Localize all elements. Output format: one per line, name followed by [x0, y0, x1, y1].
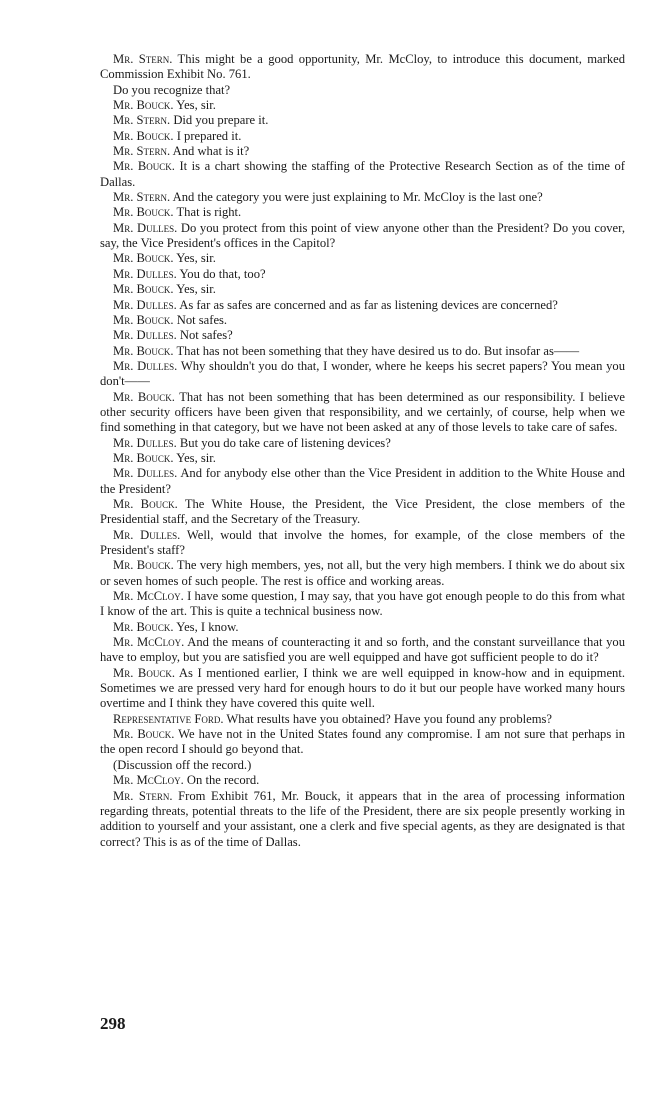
speaker-name: Mr. McCloy.: [113, 773, 184, 788]
speaker-name: Mr. Stern.: [113, 52, 173, 66]
testimony-paragraph: [100, 129, 625, 144]
testimony-paragraph: [100, 589, 625, 620]
speaker-name: Mr. Bouck.: [113, 665, 175, 680]
testimony-paragraph: [100, 712, 625, 727]
paragraph-text: This might be a good opportunity, Mr. McCloy, to introduce this document, marked Commission Exhibit No. 761.: [100, 52, 625, 82]
speaker-name: Mr. Dulles.: [113, 435, 177, 450]
speaker-name: Mr. Bouck.: [113, 558, 174, 573]
paragraph-text: From Exhibit 761, Mr. Bouck, it appears that in the area of processing information regarding threats, potential threats to the life of the President, there are six people presently working in addition to yourself and your assistant, one a clerk and five special agents, as they are designated is that correct? This is as of the time of Dallas.: [100, 788, 625, 849]
paragraph-text: The very high members, yes, not all, but the very high members. I think we do about six or seven homes of such people. The rest is office and working areas.: [100, 558, 625, 588]
testimony-paragraph: [100, 98, 625, 113]
speaker-name: Mr. Stern.: [113, 190, 171, 205]
paragraph-text: That has not been something that they have desired us to do. But insofar as——: [176, 343, 580, 358]
testimony-paragraph: [100, 190, 625, 205]
paragraph-text: Did you prepare it.: [173, 113, 269, 128]
testimony-paragraph: [100, 789, 625, 850]
speaker-name: Mr. Bouck.: [113, 496, 178, 511]
speaker-name: Mr. Dulles.: [113, 266, 177, 281]
speaker-name: Mr. McCloy.: [113, 635, 185, 650]
speaker-name: Mr. Bouck.: [113, 205, 174, 220]
speaker-name: Mr. Bouck.: [113, 282, 174, 297]
testimony-paragraph: [100, 466, 625, 497]
paragraph-text: What results have you obtained? Have you found any problems?: [226, 711, 552, 726]
speaker-name: Mr. Dulles.: [113, 466, 178, 481]
testimony-paragraph: [100, 727, 625, 758]
speaker-name: Mr. McCloy.: [113, 589, 184, 604]
paragraph-text: The White House, the President, the Vice President, the close members of the Presidential staff, and the Secretary of the Treasury.: [100, 496, 625, 527]
testimony-text: [100, 52, 625, 850]
paragraph-text: I have some question, I may say, that you have got enough people to do this from what I know of the art. This is quite a technical business now.: [100, 589, 626, 619]
paragraph-text: Yes, sir.: [176, 251, 216, 266]
paragraph-text: And the category you were just explaining to Mr. McCloy is the last one?: [172, 190, 543, 205]
testimony-paragraph: [100, 635, 625, 666]
testimony-paragraph: [100, 267, 625, 282]
speaker-name: Mr. Bouck.: [113, 343, 174, 358]
paragraph-text: Do you recognize that?: [113, 82, 231, 97]
paragraph-text: Yes, I know.: [176, 619, 239, 634]
speaker-name: Mr. Dulles.: [113, 297, 177, 312]
paragraph-text: I prepared it.: [176, 128, 242, 143]
paragraph-text: As I mentioned earlier, I think we are well equipped in know-how and in equipment. Sometimes we are pressed very hard for enough hours to do it but our people have worked many hours overtime and I think they have covered this quite well.: [100, 665, 625, 711]
testimony-paragraph: [100, 359, 625, 390]
paragraph-text: On the record.: [186, 773, 260, 788]
paragraph-text: Yes, sir.: [176, 282, 216, 297]
paragraph-text: Not safes.: [176, 312, 228, 327]
speaker-name: Mr. Bouck.: [113, 159, 175, 174]
testimony-paragraph: [100, 52, 625, 83]
paragraph-text: And what is it?: [172, 144, 250, 159]
paragraph-text: And the means of counteracting it and so forth, and the constant surveillance that you have to employ, but you are satisfied you are well equipped and have got sufficient people to do it?: [100, 635, 625, 665]
speaker-name: Mr. Bouck.: [113, 251, 174, 266]
testimony-paragraph: [100, 620, 625, 635]
testimony-paragraph: [100, 666, 625, 712]
testimony-paragraph: [100, 113, 625, 128]
testimony-paragraph: [100, 528, 625, 559]
speaker-name: Mr. Dulles.: [113, 358, 178, 373]
testimony-paragraph: [100, 144, 625, 159]
paragraph-text: But you do take care of listening devices?: [179, 435, 391, 450]
speaker-name: Mr. Stern.: [113, 788, 173, 803]
speaker-name: Mr. Stern.: [113, 113, 171, 128]
testimony-paragraph: [100, 251, 625, 266]
speaker-name: Mr. Bouck.: [113, 98, 174, 113]
paragraph-text: (Discussion off the record.): [113, 757, 252, 772]
page-number: 298: [100, 1014, 126, 1033]
testimony-paragraph: [100, 298, 625, 313]
speaker-name: Mr. Dulles.: [113, 527, 181, 542]
paragraph-text: That is right.: [176, 205, 242, 220]
testimony-paragraph: [100, 159, 625, 190]
speaker-name: Mr. Bouck.: [113, 450, 174, 465]
testimony-paragraph: [100, 328, 625, 343]
paragraph-text: It is a chart showing the staffing of the Protective Research Section as of the time of Dallas.: [100, 159, 625, 189]
speaker-name: Mr. Dulles.: [113, 328, 177, 343]
paragraph-text: Why shouldn't you do that, I wonder, where he keeps his secret papers? You mean you don't——: [100, 358, 626, 389]
testimony-paragraph: [100, 313, 625, 328]
paragraph-text: Yes, sir.: [176, 450, 216, 465]
speaker-name: Mr. Bouck.: [113, 727, 175, 742]
paragraph-text: Yes, sir.: [176, 98, 216, 113]
testimony-paragraph: [100, 83, 625, 98]
paragraph-text: Well, would that involve the homes, for example, of the close members of the President's staff?: [100, 527, 626, 557]
testimony-paragraph: [100, 390, 625, 436]
paragraph-text: You do that, too?: [179, 266, 266, 281]
testimony-paragraph: [100, 558, 625, 589]
speaker-name: Mr. Bouck.: [113, 389, 175, 404]
speaker-name: Representative Ford.: [113, 711, 224, 726]
paragraph-text: Not safes?: [179, 328, 233, 343]
speaker-name: Mr. Bouck.: [113, 128, 174, 143]
speaker-name: Mr. Dulles.: [113, 220, 178, 235]
speaker-name: Mr. Bouck.: [113, 619, 174, 634]
paragraph-text: That has not been something that has been determined as our responsibility. I believe other security officers have been given that responsibility, and we certainly, of course, help when we find something in that category, but we have not been asked at any of those levels to take care of safes.: [100, 389, 625, 435]
paragraph-text: And for anybody else other than the Vice President in addition to the White House and the President?: [100, 466, 625, 496]
testimony-paragraph: [100, 497, 625, 528]
speaker-name: Mr. Stern.: [113, 144, 171, 159]
testimony-paragraph: [100, 758, 625, 773]
testimony-paragraph: [100, 344, 625, 359]
speaker-name: Mr. Bouck.: [113, 312, 174, 327]
paragraph-text: As far as safes are concerned and as far as listening devices are concerned?: [179, 297, 558, 312]
testimony-paragraph: [100, 282, 625, 297]
testimony-paragraph: [100, 451, 625, 466]
testimony-paragraph: [100, 221, 625, 252]
paragraph-text: Do you protect from this point of view anyone other than the President? Do you cover, say, the Vice President's offices in the Capitol?: [100, 220, 625, 251]
testimony-paragraph: [100, 773, 625, 788]
testimony-paragraph: [100, 205, 625, 220]
testimony-paragraph: [100, 436, 625, 451]
paragraph-text: We have not in the United States found any compromise. I am not sure that perhaps in the open record I should go beyond that.: [100, 727, 625, 757]
